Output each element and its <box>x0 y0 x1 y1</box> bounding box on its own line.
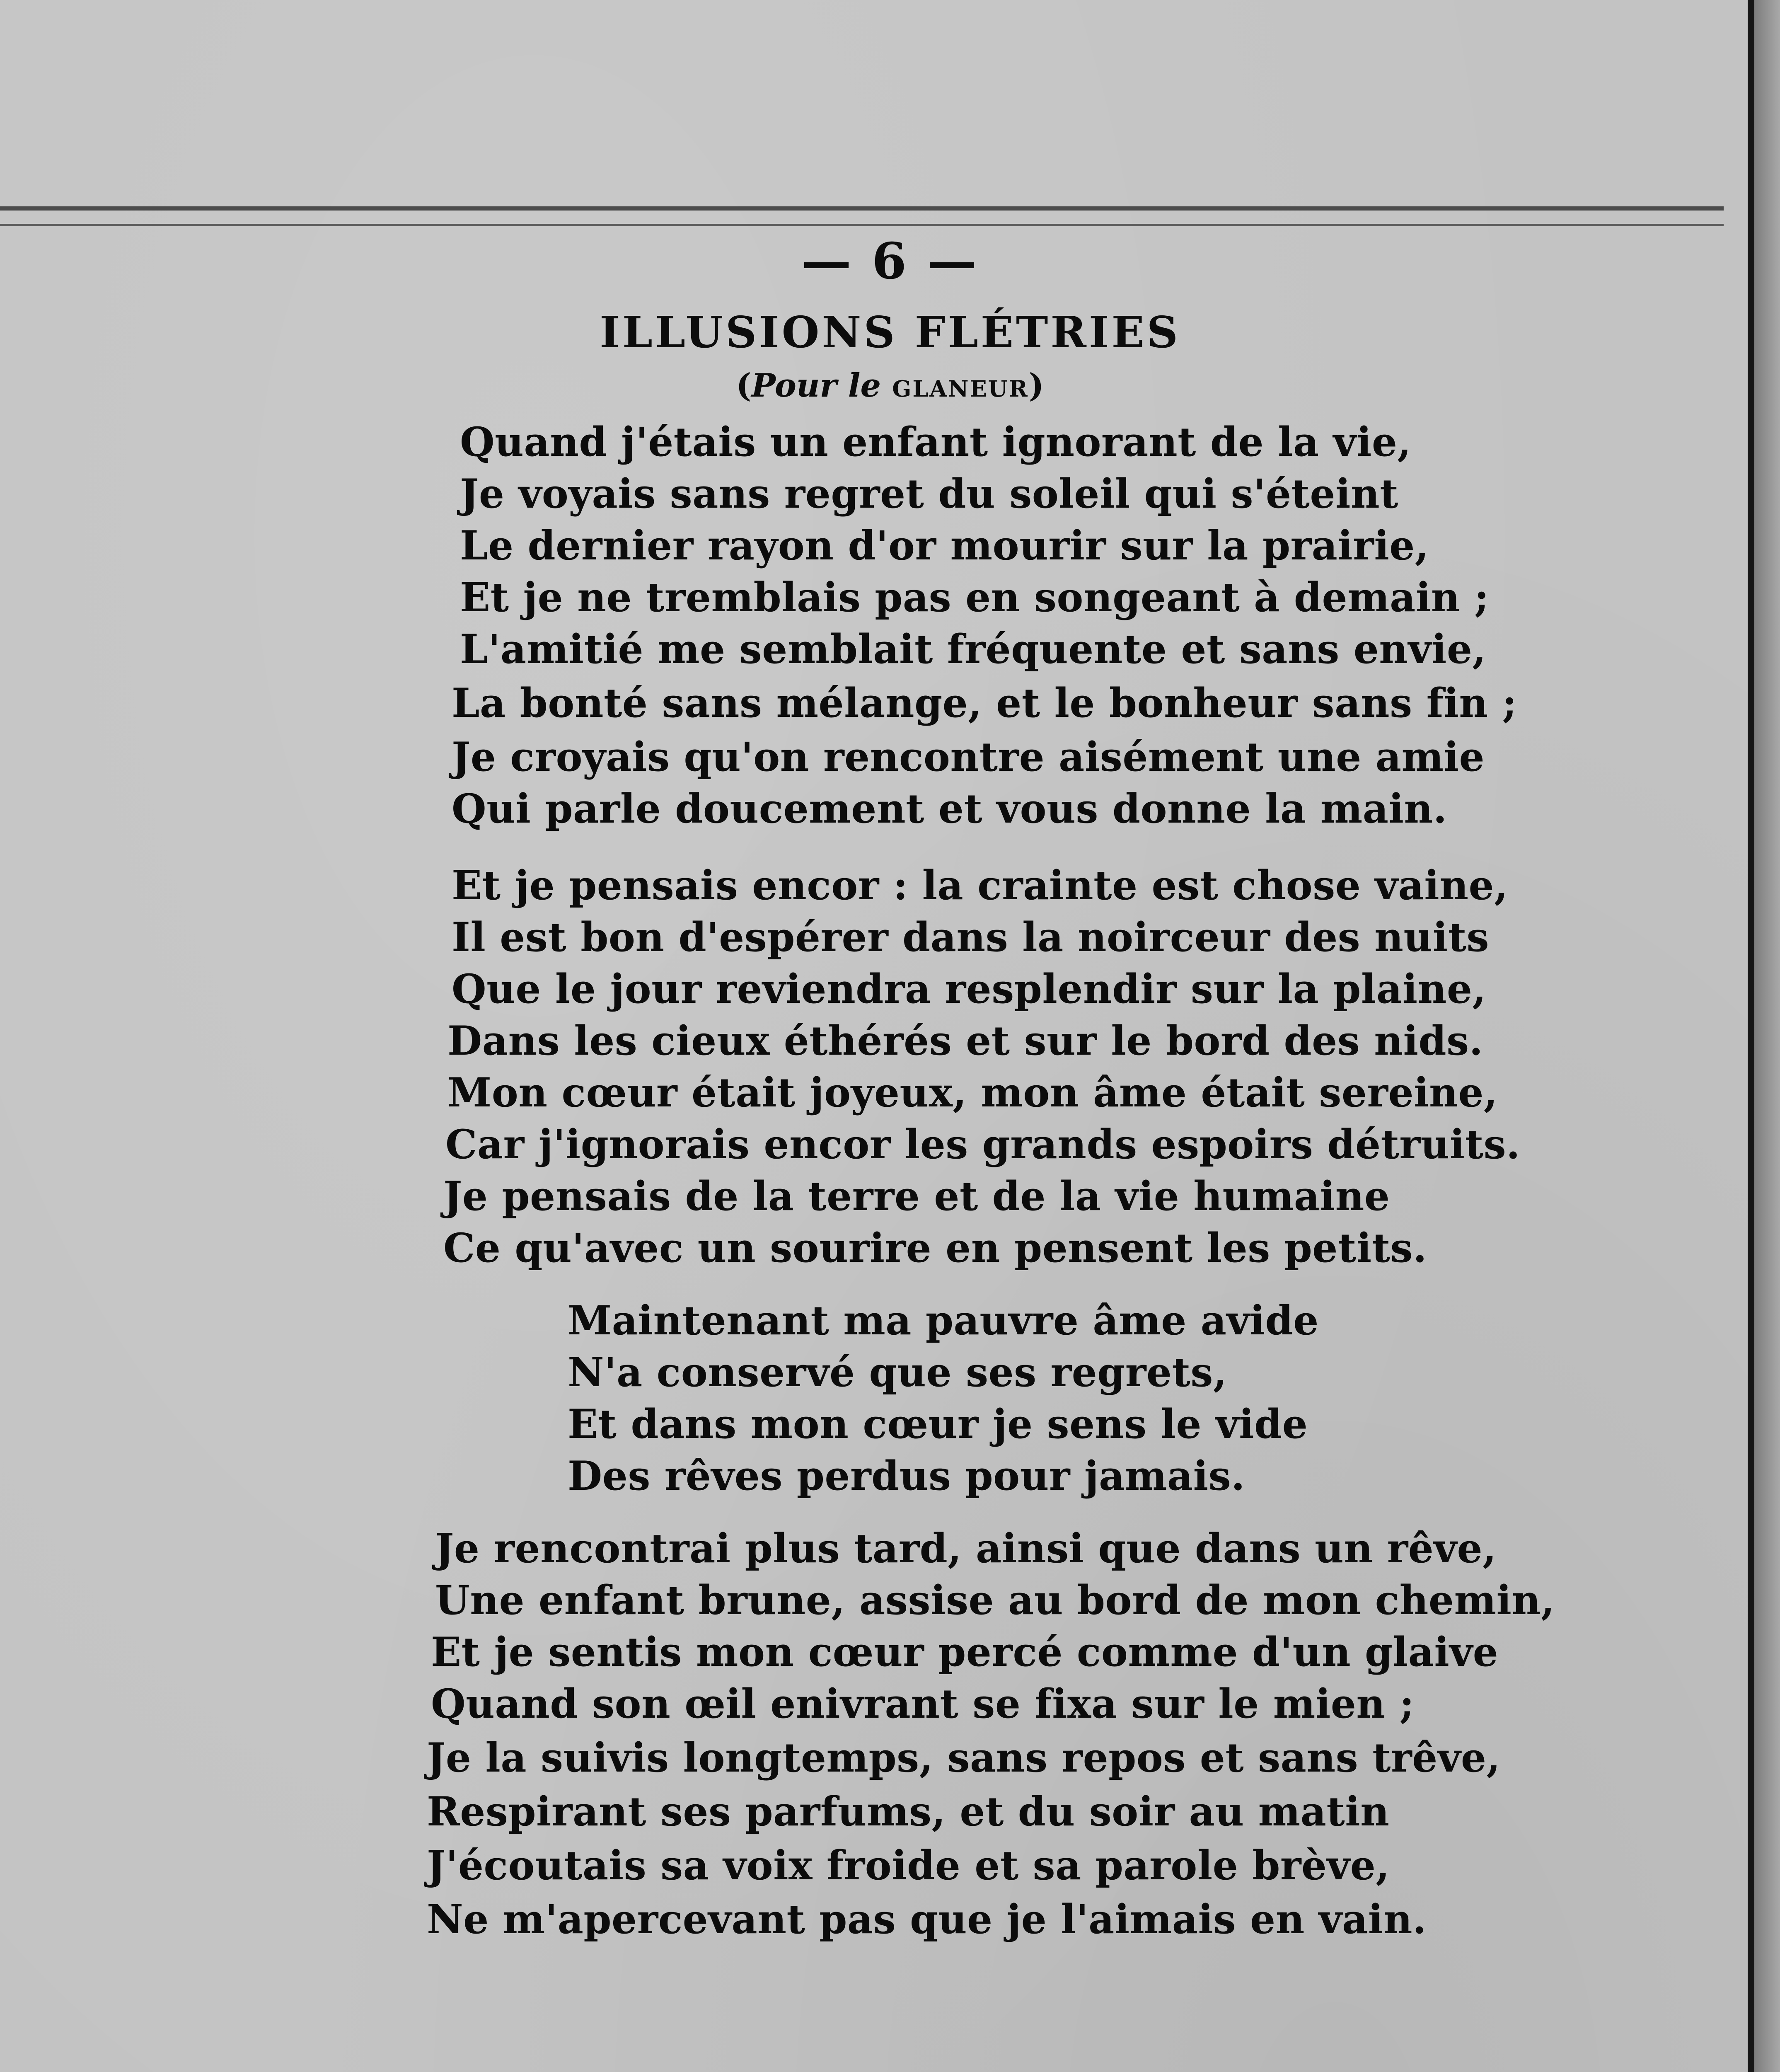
verse-line: Qui parle doucement et vous donne la main. <box>452 785 1447 832</box>
top-rule-secondary <box>0 224 1724 226</box>
page-number: — 6 — <box>801 232 979 290</box>
poem-title: ILLUSIONS FLÉTRIES <box>600 307 1180 358</box>
verse-line: Je la suivis longtemps, sans repos et sans trêve, <box>427 1734 1501 1781</box>
verse-line: Et dans mon cœur je sens le vide <box>568 1401 1308 1447</box>
poem-dedication <box>0 367 1780 404</box>
top-rule <box>0 206 1724 211</box>
verse-line: Une enfant brune, assise au bord de mon chemin, <box>435 1577 1555 1624</box>
verse-line: Je croyais qu'on rencontre aisément une amie <box>452 733 1485 780</box>
verse-line: Je rencontrai plus tard, ainsi que dans un rêve, <box>435 1525 1497 1572</box>
verse-line: Ne m'apercevant pas que je l'aimais en vain. <box>427 1896 1427 1943</box>
verse-line: L'amitié me semblait fréquente et sans envie, <box>460 626 1487 673</box>
verse-line: Quand son œil enivrant se fixa sur le mien ; <box>431 1680 1415 1727</box>
verse-line: Car j'ignorais encor les grands espoirs détruits. <box>445 1121 1521 1168</box>
verse-line: N'a conservé que ses regrets, <box>568 1349 1227 1396</box>
dedication-italic: Pour le <box>751 367 892 404</box>
verse-line: J'écoutais sa voix froide et sa parole brève, <box>427 1842 1390 1889</box>
verse-line: La bonté sans mélange, et le bonheur sans fin ; <box>452 680 1517 726</box>
verse-line: Mon cœur était joyeux, mon âme était sereine, <box>447 1069 1498 1116</box>
dedication-open: ( <box>736 367 752 404</box>
verse-line: Et je sentis mon cœur percé comme d'un glaive <box>431 1629 1499 1675</box>
verse-line: Dans les cieux éthérés et sur le bord des nids. <box>447 1017 1483 1064</box>
verse-line: Je pensais de la terre et de la vie humaine <box>443 1173 1390 1220</box>
verse-line: Et je ne tremblais pas en songeant à demain ; <box>460 574 1489 621</box>
verse-line: Je voyais sans regret du soleil qui s'éteint <box>460 470 1399 517</box>
dedication-close: ) <box>1028 367 1044 404</box>
verse-line: Que le jour reviendra resplendir sur la plaine, <box>452 966 1487 1012</box>
verse-line: Quand j'étais un enfant ignorant de la vie, <box>460 419 1412 465</box>
verse-line: Respirant ses parfums, et du soir au matin <box>427 1788 1390 1835</box>
dedication-smallcaps: GLANEUR <box>892 375 1029 402</box>
verse-line: Des rêves perdus pour jamais. <box>568 1452 1246 1499</box>
verse-line: Maintenant ma pauvre âme avide <box>568 1297 1319 1344</box>
verse-line: Ce qu'avec un sourire en pensent les petits. <box>443 1225 1427 1271</box>
verse-line: Et je pensais encor : la crainte est chose vaine, <box>452 862 1508 909</box>
verse-line: Le dernier rayon d'or mourir sur la prairie, <box>460 522 1429 569</box>
verse-line: Il est bon d'espérer dans la noirceur des nuits <box>452 914 1490 961</box>
